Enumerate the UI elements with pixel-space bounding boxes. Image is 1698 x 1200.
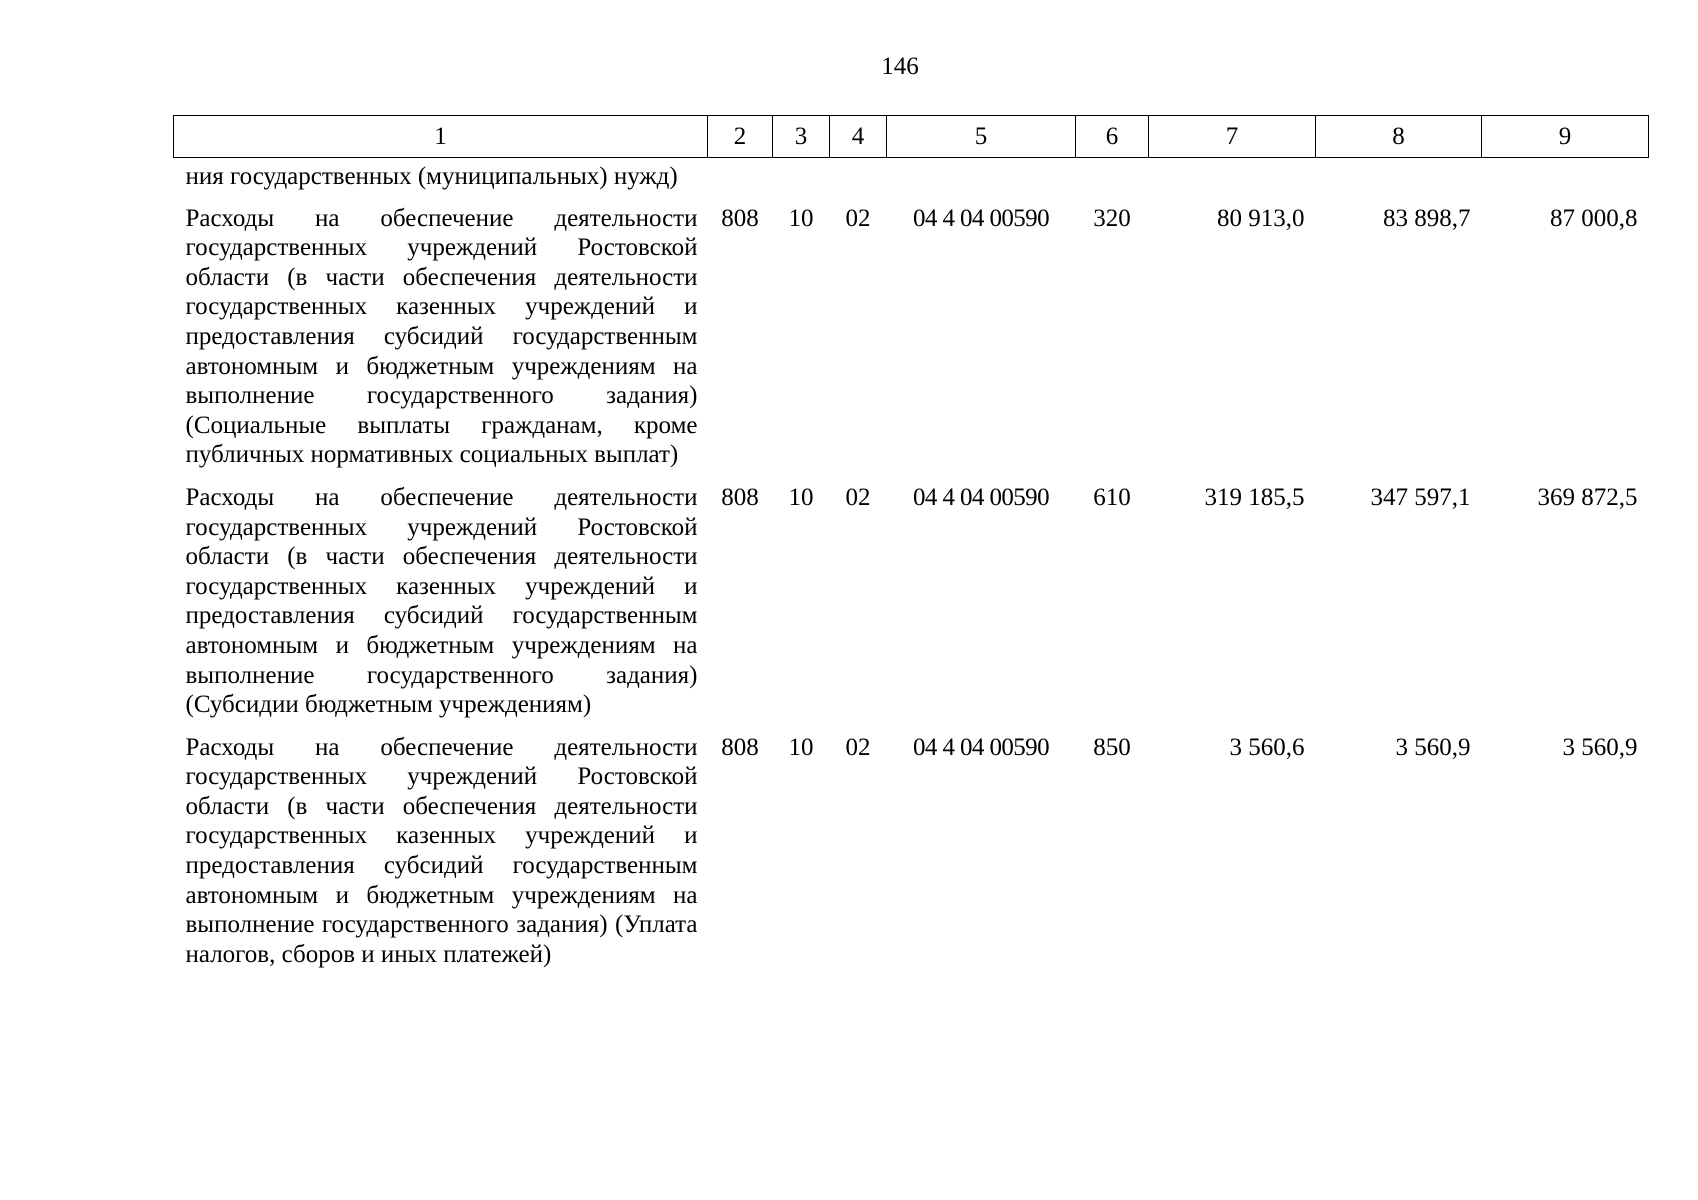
cell-amount-col9: 369 872,5: [1537, 483, 1638, 511]
cell-section: 10: [788, 733, 814, 761]
cell-amount-col7: 3 560,6: [1229, 733, 1305, 761]
table-header: [174, 116, 1649, 158]
table-row: [174, 477, 1649, 727]
row-description: Расходы на обеспечение деятельности государственных учреждений Ростовской области (в части обеспечения деятельности государственных казенных учреждений и предоставления субсидий государственным автономным и бюджетным учреждениям на выполнение государственного задания) (Субсидии бюджетным учреждениям): [185, 483, 698, 719]
cell-admin-code: 808: [721, 483, 759, 511]
cell-section: 10: [788, 483, 814, 511]
header-col-9: 9: [1482, 116, 1649, 158]
cell-admin-code: 808: [721, 733, 759, 761]
cell-target-article: 04 4 04 00590: [913, 204, 1049, 232]
header-col-5: 5: [887, 116, 1076, 158]
cell-subsection: 02: [845, 733, 871, 761]
cell-amount-col7: 80 913,0: [1217, 204, 1305, 232]
cell-admin-code: 808: [721, 204, 759, 232]
table-body: [174, 158, 1649, 977]
cell-amount-col8: 3 560,9: [1395, 733, 1471, 761]
cell-expense-type: 320: [1093, 204, 1131, 232]
header-col-3: 3: [773, 116, 830, 158]
cell-subsection: 02: [845, 483, 871, 511]
row-description: Расходы на обеспечение деятельности государственных учреждений Ростовской области (в части обеспечения деятельности государственных казенных учреждений и предоставления субсидий государственным автономным и бюджетным учреждениям на выполнение государственного задания) (Социальные выплаты гражданам, кроме публичных нормативных социальных выплат): [185, 204, 698, 469]
row-description: Расходы на обеспечение деятельности государственных учреждений Ростовской области (в части обеспечения деятельности государственных казенных учреждений и предоставления субсидий государственным автономным и бюджетным учреждениям на выполнение государственного задания) (Уплата налогов, сборов и иных платежей): [185, 733, 698, 968]
table-row: [174, 727, 1649, 977]
cell-amount-col8: 347 597,1: [1370, 483, 1471, 511]
cell-amount-col9: 3 560,9: [1562, 733, 1638, 761]
header-col-4: 4: [830, 116, 887, 158]
cell-section: 10: [788, 204, 814, 232]
header-col-8: 8: [1316, 116, 1482, 158]
cell-amount-col7: 319 185,5: [1204, 483, 1305, 511]
header-row: [174, 116, 1649, 158]
cell-expense-type: 610: [1093, 483, 1131, 511]
header-col-1: 1: [174, 116, 708, 158]
cell-expense-type: 850: [1093, 733, 1131, 761]
page-number: 146: [881, 53, 919, 80]
header-col-7: 7: [1149, 116, 1316, 158]
cell-target-article: 04 4 04 00590: [913, 733, 1049, 761]
header-col-2: 2: [708, 116, 773, 158]
cell-amount-col9: 87 000,8: [1550, 204, 1638, 232]
table-row-continuation: [174, 158, 1649, 198]
budget-table: [173, 115, 1649, 976]
header-col-6: 6: [1076, 116, 1149, 158]
table-row: [174, 198, 1649, 477]
cell-target-article: 04 4 04 00590: [913, 483, 1049, 511]
row-description: ния государственных (муниципальных) нужд): [185, 163, 678, 190]
cell-amount-col8: 83 898,7: [1383, 204, 1471, 232]
cell-subsection: 02: [845, 204, 871, 232]
